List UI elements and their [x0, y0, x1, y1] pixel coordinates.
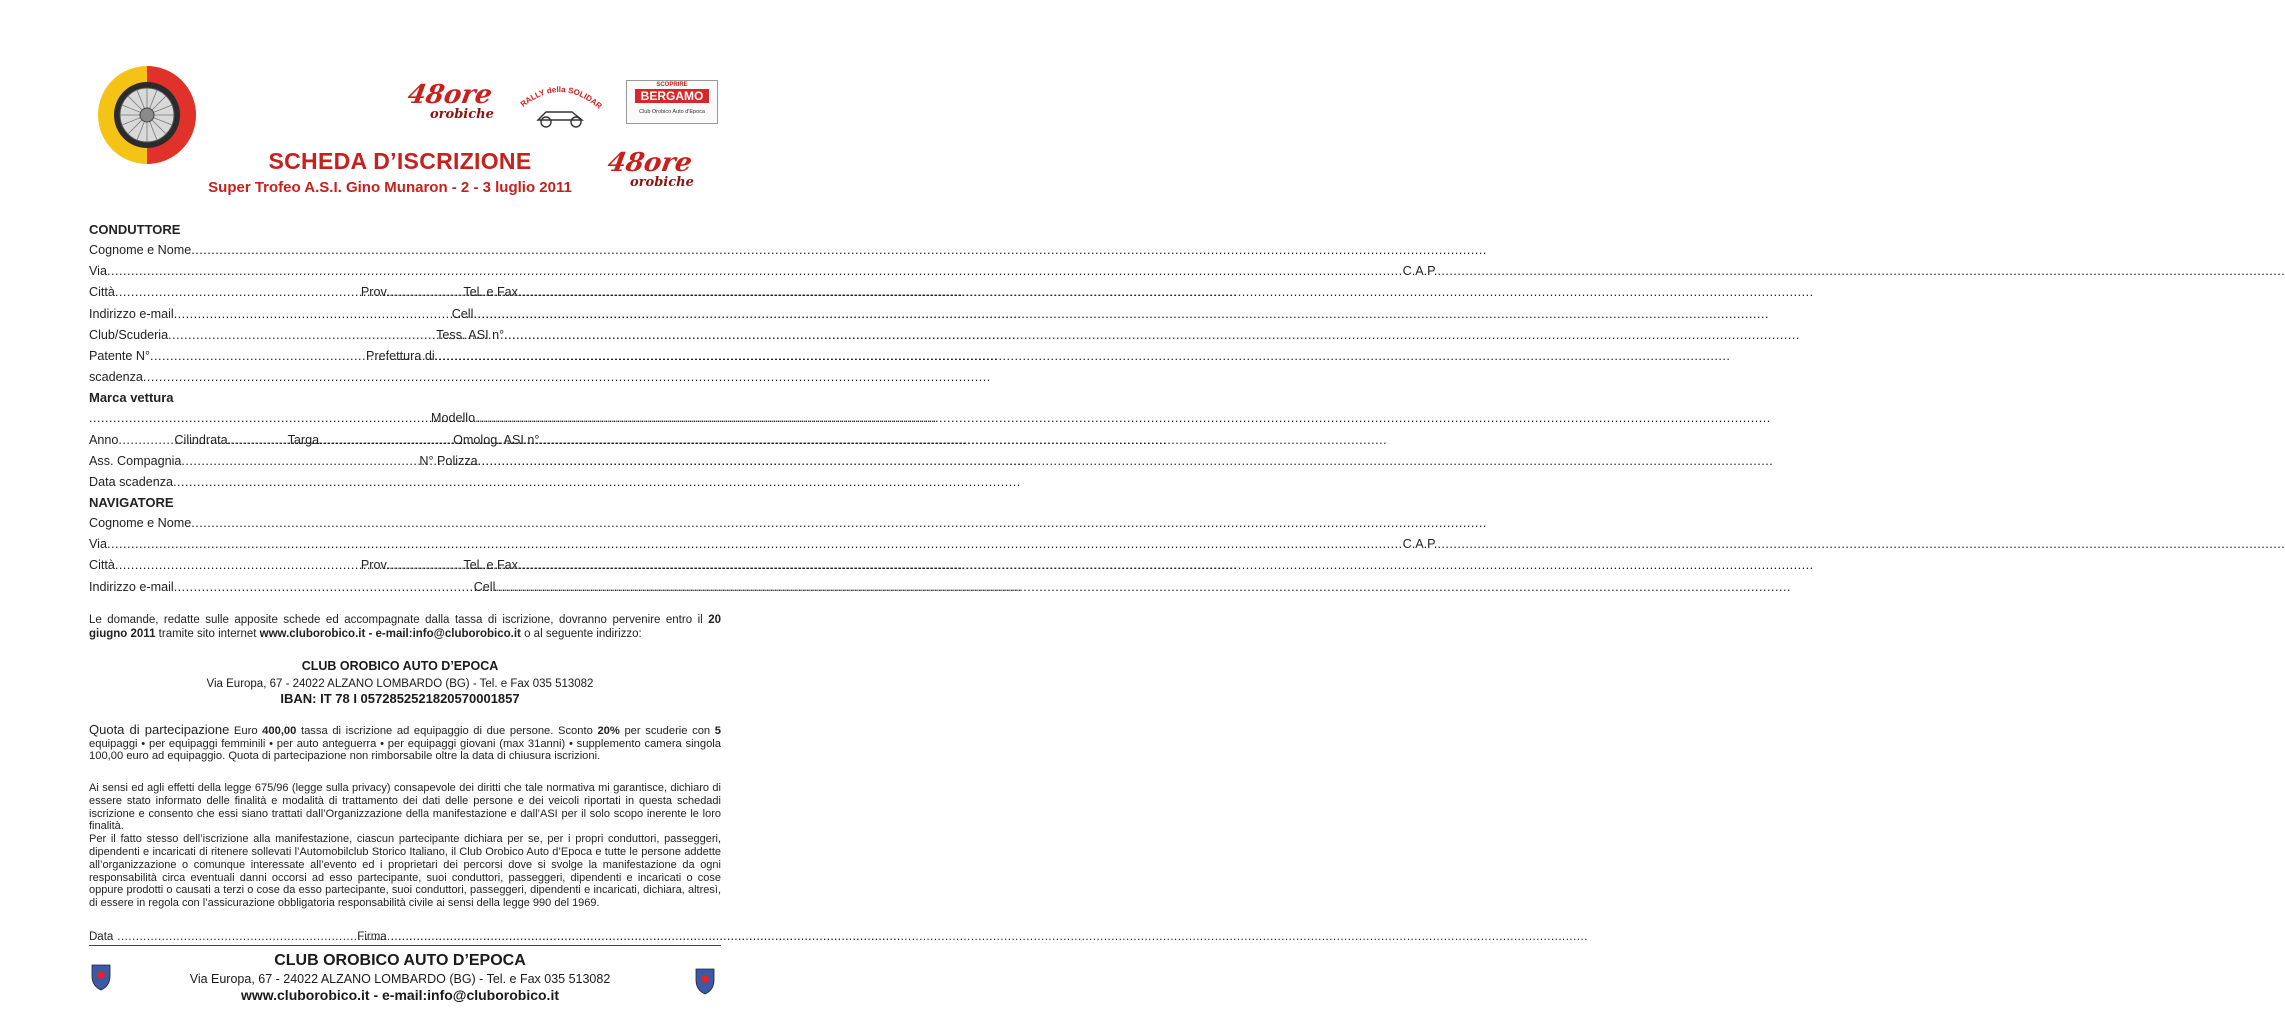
- label-prefettura: Prefettura di: [366, 348, 435, 363]
- logo-48-sub-2: orobiche: [630, 175, 694, 190]
- field-conduttore-prefettura[interactable]: [435, 346, 1731, 367]
- label-nav-tel-fax: Tel. e Fax: [463, 558, 518, 573]
- label-firma: Firma: [357, 931, 387, 943]
- field-conduttore-prov[interactable]: [389, 282, 453, 303]
- quota-text-3: per scuderie con: [619, 725, 715, 737]
- field-conduttore-citta[interactable]: [115, 282, 351, 303]
- logo-bergamo-text: BERGAMO: [635, 89, 709, 103]
- label-data: Data: [89, 931, 114, 943]
- field-navigatore-prov[interactable]: [389, 555, 453, 576]
- field-conduttore-via[interactable]: [107, 261, 1403, 282]
- form-row-conduttore-nome: [89, 240, 721, 261]
- form-row-conduttore-club: [89, 325, 721, 346]
- logo-rally-text: RALLY della SOLIDAR: [518, 84, 604, 111]
- privacy-paragraph: [89, 782, 721, 910]
- label-scadenza: scadenza: [89, 370, 143, 385]
- quota-paragraph: [89, 724, 721, 763]
- field-conduttore-tess[interactable]: [504, 325, 1800, 346]
- form-row-conduttore-citta: [89, 282, 721, 303]
- footer-club-name: CLUB OROBICO AUTO D’EPOCA: [274, 952, 526, 969]
- logo-48-text: 48ore: [405, 80, 495, 110]
- domande-site-email[interactable]: www.cluborobico.it - e-mail:info@cluborobico.it: [259, 628, 521, 640]
- form-row-conduttore-via: [89, 261, 1438, 282]
- label-citta: Città: [89, 285, 115, 300]
- field-conduttore-tel[interactable]: [518, 282, 1814, 303]
- field-conduttore-nome[interactable]: [191, 240, 1487, 261]
- logo-48-sub: orobiche: [430, 107, 494, 122]
- section-marca-vettura: Marca vettura: [89, 390, 174, 406]
- label-tess: Tess. ASI n°: [436, 327, 505, 342]
- field-marca[interactable]: [89, 408, 431, 429]
- label-tel-fax: Tel. e Fax: [463, 285, 518, 300]
- label-email: Indirizzo e-mail: [89, 306, 174, 321]
- field-omolog[interactable]: [539, 430, 671, 451]
- submission-paragraph: [89, 613, 721, 641]
- field-cilindrata[interactable]: [228, 430, 278, 451]
- label-via: Via: [89, 264, 107, 279]
- quota-discount: 20%: [597, 725, 620, 737]
- label-polizza: N° Polizza: [419, 453, 478, 468]
- page-subtitle: Super Trofeo A.S.I. Gino Munaron - 2 - 3 luglio 2011: [208, 179, 572, 196]
- label-compagnia: Ass. Compagnia: [89, 453, 182, 468]
- field-data-scadenza[interactable]: [173, 472, 321, 493]
- label-patente: Patente N°: [89, 348, 151, 363]
- address-club-name: CLUB OROBICO AUTO D’EPOCA: [301, 659, 499, 673]
- logo-bergamo-top: SCOPRIRE: [656, 82, 688, 88]
- form-row-conduttore-scadenza: [89, 367, 721, 388]
- field-data[interactable]: [117, 931, 289, 943]
- privacy-text-1: Ai sensi ed agli effetti della legge 675/96 (legge sulla privacy) consapevole dei diritti che tale normativa mi garantisce, dichiaro di essere stato informato delle finalità e modalità di trattamento dei dati delle persone e dei veicoli riportati in questa schedadi iscrizione e consento che essi siano trattati dall’Organizzazione della manifestazione e dall’ASI per il solo scopo inerente le loro finalità.: [89, 782, 721, 833]
- label-cilindrata: Cilindrata: [174, 432, 228, 447]
- label-nav-cell: Cell: [473, 579, 496, 594]
- form-row-conduttore-patente: [89, 346, 721, 367]
- form-row-compagnia: [89, 451, 721, 472]
- field-conduttore-cell[interactable]: [473, 304, 1769, 325]
- quota-text-4: equipaggi • per equipaggi femminili • per auto anteguerra • per equipaggi giovani (max 31anni) • supplemento camera singola 100,00 euro ad equipaggio. Quota di partecipazione non rimborsabile oltre la data di chiusura iscrizioni.: [89, 737, 721, 763]
- domande-deadline: 20 giugno 2011: [89, 614, 721, 640]
- quota-five: 5: [714, 725, 721, 737]
- label-nav-cap: C.A.P.: [1402, 537, 1438, 552]
- label-prov: Prov.: [360, 285, 390, 300]
- field-firma[interactable]: [391, 931, 721, 943]
- form-row-conduttore-email: [89, 304, 721, 325]
- field-conduttore-email[interactable]: [174, 304, 452, 325]
- label-nav-cognome-nome: Cognome e Nome: [89, 516, 192, 531]
- field-navigatore-tel[interactable]: [518, 555, 1814, 576]
- label-club: Club/Scuderia: [89, 327, 169, 342]
- domande-text-3: o al seguente indirizzo:: [520, 628, 642, 640]
- 48-ore-orobiche-logo: [405, 80, 495, 126]
- domande-text-1: Le domande, redatte sulle apposite schede ed accompagnate dalla tassa di iscrizione, dovranno pervenire entro il: [89, 614, 709, 626]
- privacy-text-2: Per il fatto stesso dell’iscrizione alla manifestazione, ciascun partecipante dichiara per se, per i propri conduttori, passeggeri, dipendenti e incaricati di ritenere sollevati l’Automobilclub Storico Italiano, il Club Orobico Auto d’Epoca e tutte le persone addette all’organizzazione o comunque interessate all’evento ed i proprietari dei percorsi dove si svolge la manifestazione da ogni responsabilità circa eventuali danni occorsi ad esso partecipante, suoi conduttori, passeggeri, dipendenti e incaricati o cose oppure prodotti o causati a terzi o cose da esso partecipante, suoi conduttori, passeggeri, dipendenti e incaricati, dichiara, altresì, di essere in regola con l’assicurazione obbligatoria responsabilità civile ai sensi della legge 990 del 1969.: [89, 833, 721, 910]
- field-navigatore-citta[interactable]: [115, 555, 351, 576]
- label-nav-via: Via: [89, 537, 107, 552]
- label-data-scadenza: Data scadenza: [89, 474, 174, 489]
- label-nav-citta: Città: [89, 558, 115, 573]
- field-conduttore-scadenza[interactable]: [143, 367, 303, 388]
- form-row-marca-modello: [89, 408, 721, 429]
- domande-text-2: tramite sito internet: [155, 628, 260, 640]
- form-row-navigatore-via: [89, 534, 1438, 555]
- scoprire-bergamo-logo: [626, 80, 718, 124]
- field-anno[interactable]: [118, 430, 164, 451]
- section-conduttore: CONDUTTORE: [89, 222, 181, 237]
- footer-street: Via Europa, 67 - 24022 ALZANO LOMBARDO (BG) - Tel. e Fax 035 513082: [189, 972, 611, 986]
- field-navigatore-nome[interactable]: [191, 513, 1487, 534]
- field-navigatore-via[interactable]: [107, 534, 1403, 555]
- field-navigatore-cap[interactable]: [1437, 534, 1533, 555]
- field-compagnia[interactable]: [181, 451, 409, 472]
- quota-text-1: Euro: [229, 725, 263, 737]
- field-targa[interactable]: [319, 430, 443, 451]
- quota-text-2: tassa di iscrizione ad equipaggio di due persone. Sconto: [296, 725, 598, 737]
- quota-label: Quota di partecipazione: [89, 722, 230, 737]
- registration-form: [89, 220, 1438, 598]
- form-row-data-scadenza: [89, 472, 721, 493]
- field-conduttore-patente[interactable]: [150, 346, 356, 367]
- logo-48-text-2: 48ore: [605, 148, 695, 178]
- field-navigatore-email[interactable]: [174, 577, 474, 598]
- quota-amount: 400,00: [262, 725, 297, 737]
- field-polizza[interactable]: [478, 451, 1774, 472]
- label-cognome-nome: Cognome e Nome: [89, 243, 192, 257]
- label-nav-email: Indirizzo e-mail: [89, 579, 174, 594]
- rally-solidarieta-logo: [512, 80, 608, 130]
- address-iban: IBAN: IT 78 I 0572852521820570001857: [280, 691, 520, 706]
- footer-web[interactable]: www.cluborobico.it - e-mail:info@cluborobico.it: [240, 987, 559, 1003]
- label-omolog: Omolog. ASI n°: [453, 432, 540, 447]
- label-cap: C.A.P.: [1402, 264, 1438, 279]
- form-row-anno: [89, 430, 721, 451]
- label-cell: Cell: [451, 306, 474, 321]
- field-navigatore-cell[interactable]: [495, 577, 1791, 598]
- label-modello: Modello: [431, 411, 476, 426]
- label-targa: Targa: [287, 432, 320, 447]
- field-conduttore-cap[interactable]: [1437, 261, 1533, 282]
- section-navigatore: NAVIGATORE: [89, 495, 174, 511]
- page-title: SCHEDA D’ISCRIZIONE: [268, 148, 532, 174]
- label-anno: Anno: [89, 432, 119, 447]
- logo-bergamo-sub: Club Orobico Auto d'Epoca: [639, 109, 705, 115]
- label-nav-prov: Prov.: [360, 558, 390, 573]
- svg-text:RALLY della SOLIDARIETA': [512, 80, 604, 111]
- form-row-navigatore-citta: [89, 555, 721, 576]
- footer-divider: [89, 945, 721, 946]
- address-street: Via Europa, 67 - 24022 ALZANO LOMBARDO (BG) - Tel. e Fax 035 513082: [206, 678, 594, 690]
- form-row-navigatore-nome: [89, 513, 721, 534]
- signature-row: [89, 931, 721, 943]
- form-row-navigatore-email: [89, 577, 721, 598]
- field-conduttore-club[interactable]: [168, 325, 426, 346]
- field-modello[interactable]: [475, 408, 1771, 429]
